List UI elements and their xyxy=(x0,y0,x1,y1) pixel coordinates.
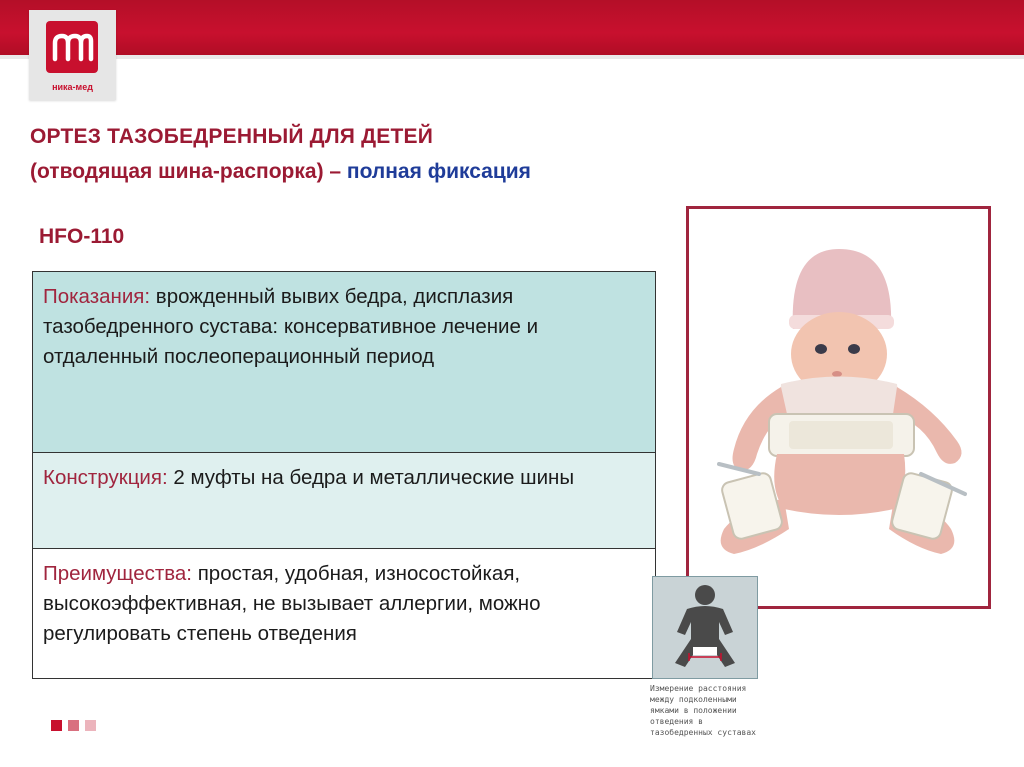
measurement-figure xyxy=(652,576,758,679)
page-subtitle xyxy=(30,160,531,184)
construction-text: 2 муфты на бедра и металлические шины xyxy=(167,466,575,489)
baby-orthosis-illustration xyxy=(689,209,988,606)
indications-label: Показания: xyxy=(43,285,151,308)
figure-caption: Измерение расстояния между подколенными ямками в положении отведения в тазобедренных суставах xyxy=(650,684,756,737)
advantages-row xyxy=(33,549,655,678)
company-logo xyxy=(29,10,116,100)
model-code: HFO-110 xyxy=(39,225,125,248)
decor-square xyxy=(85,720,96,731)
advantages-label: Преимущества: xyxy=(43,562,192,585)
page-title: ОРТЕЗ ТАЗОБЕДРЕННЫЙ ДЛЯ ДЕТЕЙ xyxy=(30,125,433,148)
indications-row xyxy=(33,272,655,453)
construction-row xyxy=(33,453,655,549)
child-silhouette-icon xyxy=(653,577,757,678)
product-photo xyxy=(686,206,991,609)
info-table xyxy=(32,271,656,679)
construction-label: Конструкция: xyxy=(43,466,168,489)
decor-square xyxy=(68,720,79,731)
decor-square xyxy=(51,720,62,731)
header-band xyxy=(0,0,1024,55)
logo-name: ника-мед xyxy=(52,82,93,92)
advantages-text: простая, удобная, износостойкая, высокоэффективная, не вызывает аллергии, можно регулировать степень отведения xyxy=(43,562,541,645)
indications-text: врожденный вывих бедра, дисплазия тазобедренного сустава: консервативное лечение и отдаленный послеоперационный период xyxy=(43,285,539,368)
subtitle-highlight: полная фиксация xyxy=(346,160,531,183)
logo-mark-icon xyxy=(46,21,98,73)
subtitle-prefix: (отводящая шина-распорка) – xyxy=(30,160,347,183)
